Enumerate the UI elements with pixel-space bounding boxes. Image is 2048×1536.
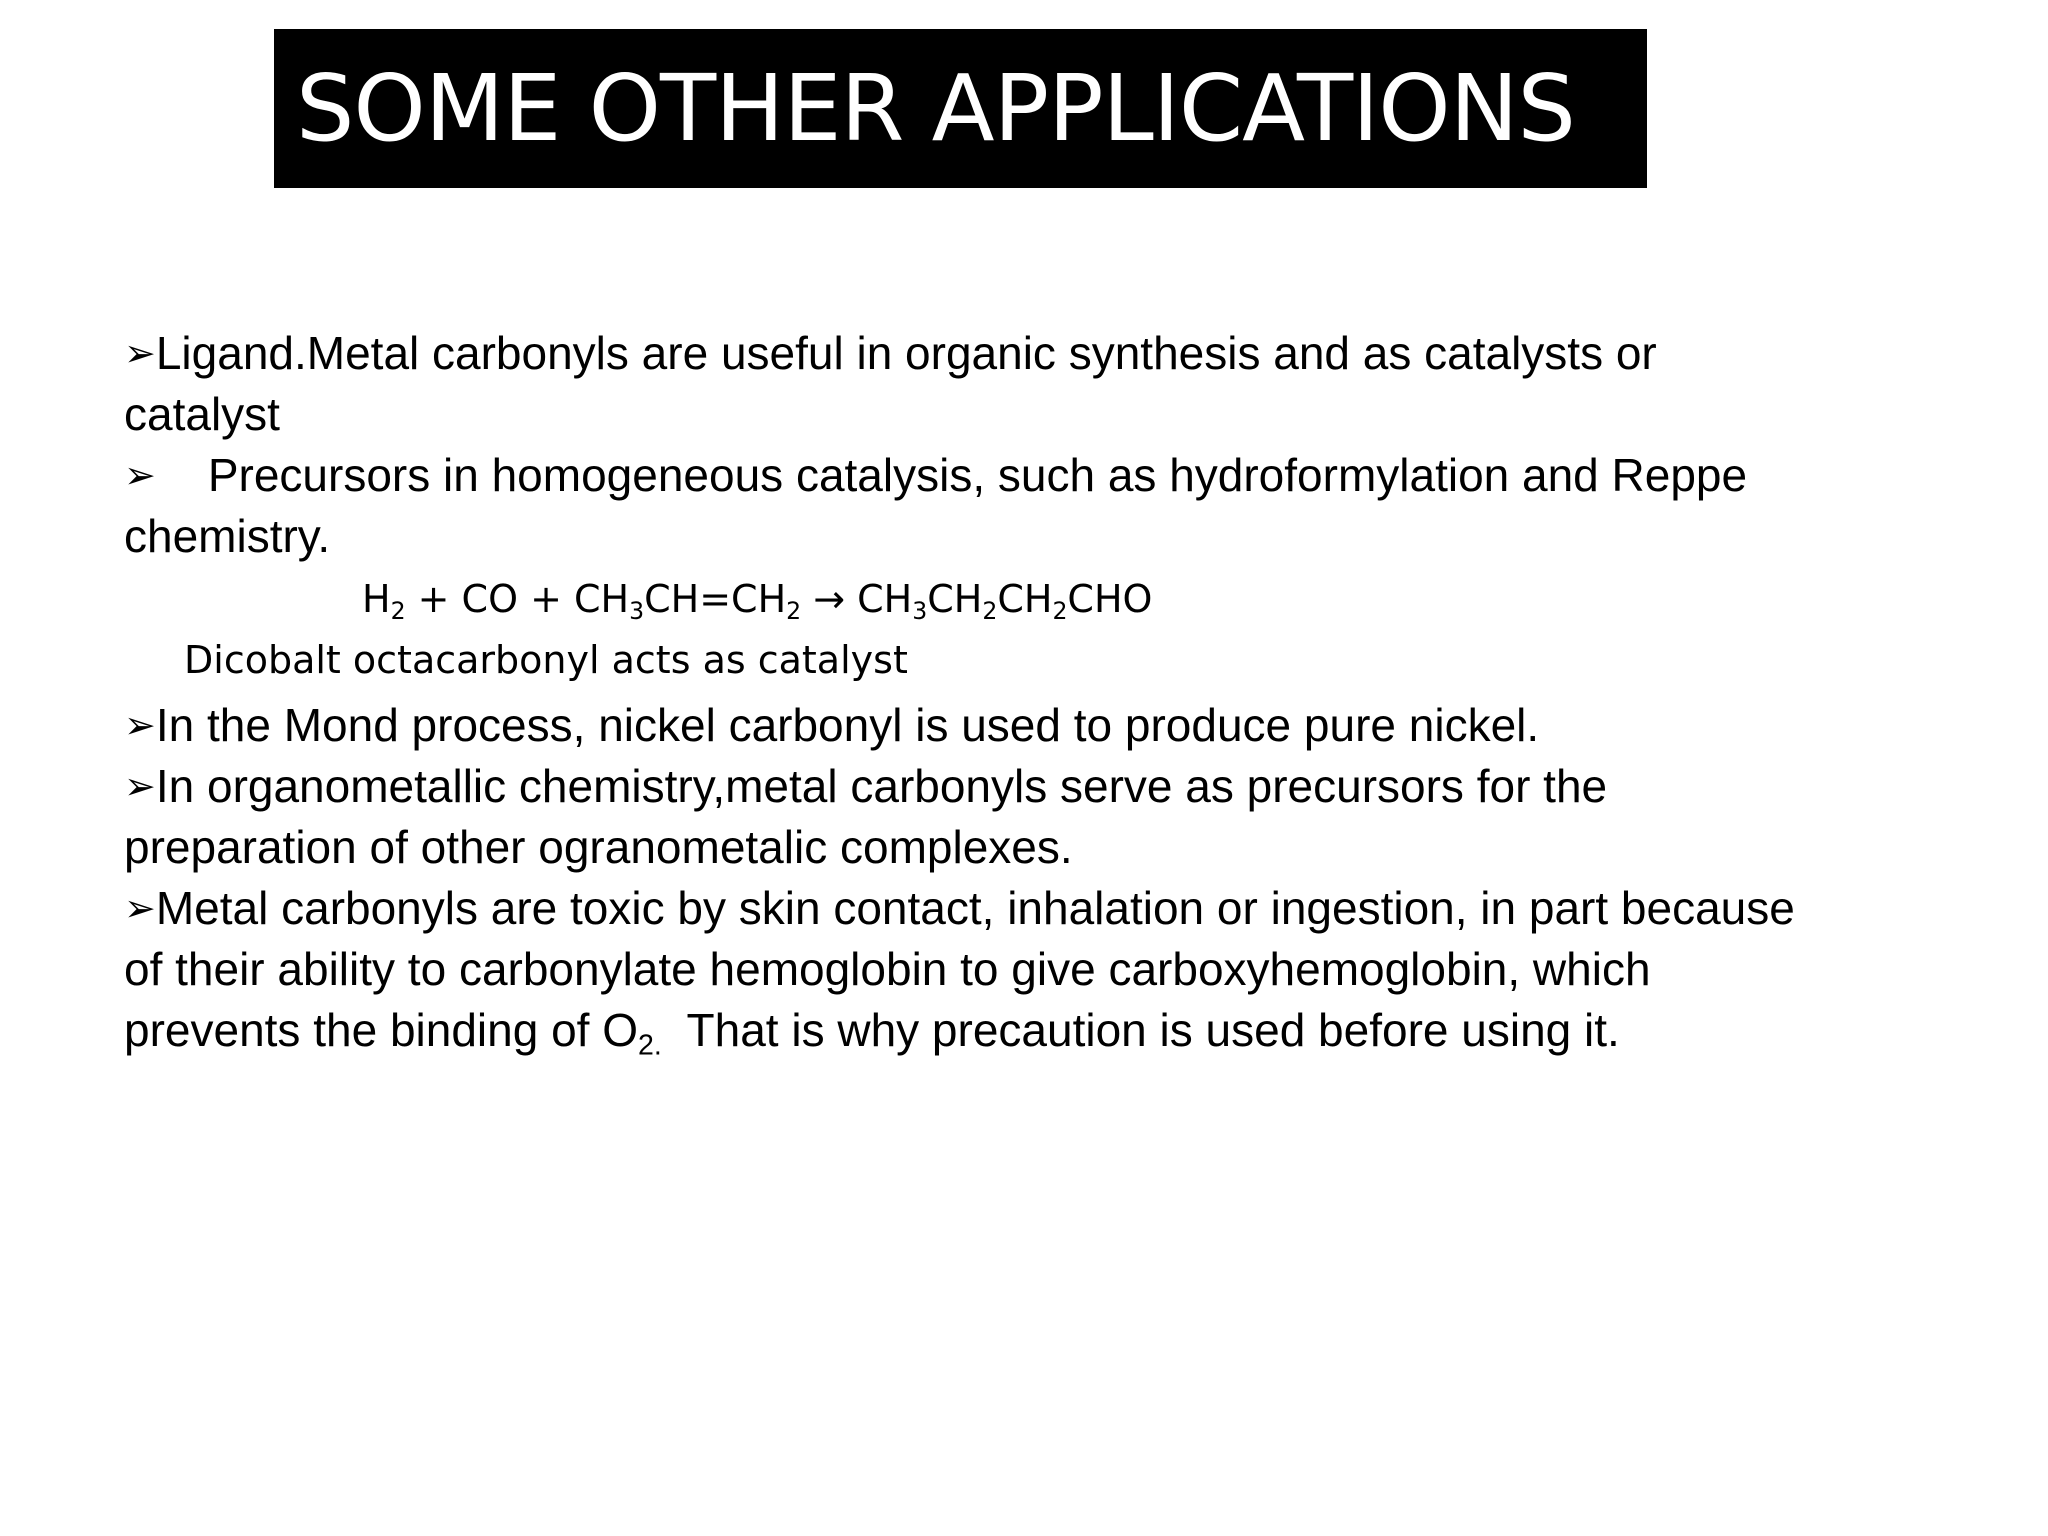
bullet-arrow-icon: ➢ <box>124 886 156 930</box>
page-title: SOME OTHER APPLICATIONS <box>296 54 1575 162</box>
bullet-5-line-1: ➢Metal carbonyls are toxic by skin contact, inhalation or ingestion, in part because <box>124 882 1795 934</box>
bullet-arrow-icon: ➢ <box>124 703 156 747</box>
equation-note: Dicobalt octacarbonyl acts as catalyst <box>184 638 908 682</box>
bullet-4-line-1: ➢In organometallic chemistry,metal carbonyls serve as precursors for the <box>124 760 1608 812</box>
bullet-arrow-icon: ➢ <box>124 764 156 808</box>
bullet-2-line-1: ➢ Precursors in homogeneous catalysis, such as hydroformylation and Reppe <box>124 449 1748 501</box>
bullet-3-line-1: ➢In the Mond process, nickel carbonyl is used to produce pure nickel. <box>124 699 1540 751</box>
bullet-1-line-2: catalyst <box>124 388 280 440</box>
bullet-5-line-2: of their ability to carbonylate hemoglobin to give carboxyhemoglobin, which <box>124 943 1651 995</box>
hydroformylation-equation: $H_2$ + CO + $CH_3CH=CH_2 \to CH_3CH_2CH_2CHO$ <box>362 577 1153 626</box>
bullet-1-line-1: ➢Ligand.Metal carbonyls are useful in organic synthesis and as catalysts or <box>124 327 1657 379</box>
bullet-2-line-2: chemistry. <box>124 510 331 562</box>
bullet-arrow-icon: ➢ <box>124 331 156 375</box>
bullet-arrow-icon: ➢ <box>124 453 156 497</box>
bullet-4-line-2: preparation of other ogranometalic complexes. <box>124 821 1073 873</box>
bullet-5-line-3: prevents the binding of $O_{2.}$ That is why precaution is used before using it. <box>124 1004 1620 1062</box>
title-banner <box>274 29 1647 188</box>
